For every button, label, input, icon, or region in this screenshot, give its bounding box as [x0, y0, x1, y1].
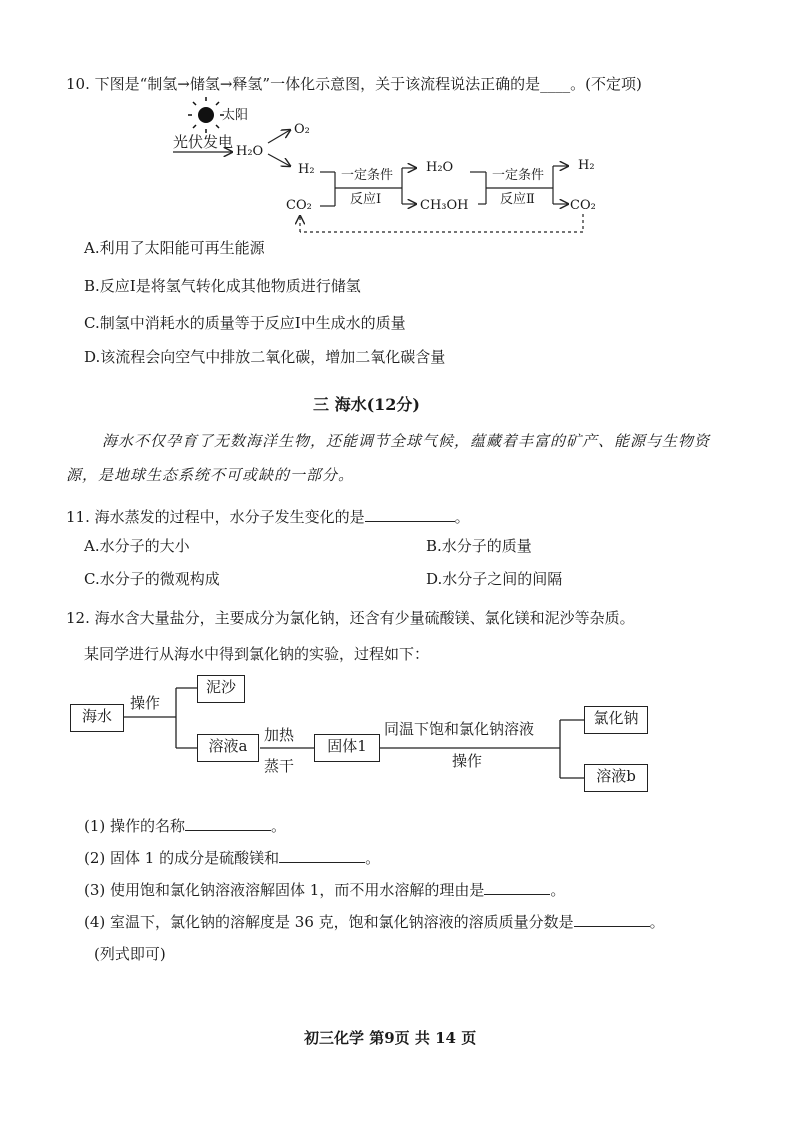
- sun-label: 太阳: [222, 108, 249, 123]
- q10-option-b: B.反应Ⅰ是将氢气转化成其他物质进行储氢: [84, 277, 361, 295]
- q10-option-d: D.该流程会向空气中排放二氧化碳，增加二氧化碳含量: [84, 348, 446, 366]
- q11-stem: [66, 507, 470, 527]
- co2-right: CO₂: [570, 198, 596, 213]
- section-intro-line1: 海水不仅孕育了无数海洋生物，还能调节全球气候，蕴藏着丰富的矿产、能源与生物资: [102, 432, 711, 450]
- sun-icon: [188, 97, 224, 133]
- q12-sub4: [84, 912, 665, 932]
- q10-stem: 10. 下图是“制氢→储氢→释氢”一体化示意图，关于该流程说法正确的是____。(不定项): [66, 75, 642, 93]
- react2-label: 反应Ⅱ: [500, 192, 535, 207]
- h2o-left: H₂O: [236, 144, 264, 159]
- flow-solution-a-box: 溶液a: [197, 734, 259, 762]
- o2-label: O₂: [294, 122, 310, 137]
- q12-sub1-text: (1) 操作的名称: [84, 817, 186, 835]
- react1-label: 反应Ⅰ: [350, 192, 382, 207]
- q12-sub4-blank[interactable]: [574, 912, 650, 927]
- q11-answer-blank[interactable]: [365, 507, 455, 522]
- q12-stem-line1: 12. 海水含大量盐分，主要成分为氯化钠，还含有少量硫酸镁、氯化镁和泥沙等杂质。: [66, 609, 635, 627]
- ch3oh-label: CH₃OH: [420, 198, 469, 213]
- q12-sub4-text: (4) 室温下，氯化钠的溶解度是 36 克，饱和氯化钠溶液的溶质质量分数是: [84, 913, 574, 931]
- flow-solution-b-box: 溶液b: [584, 764, 648, 792]
- q10-option-a: A.利用了太阳能可再生能源: [84, 239, 265, 257]
- cond2-label: 一定条件: [492, 168, 545, 183]
- q12-stem-line2: 某同学进行从海水中得到氯化钠的实验，过程如下：: [84, 645, 430, 663]
- flow-evap-label: 蒸干: [264, 757, 295, 775]
- q12-sub4-end: 。: [649, 913, 665, 931]
- q12-sub1-end: 。: [271, 817, 287, 835]
- flow-solid1-box: 固体1: [314, 734, 380, 762]
- section-heading: 三 海水(12分): [313, 395, 420, 414]
- q10-option-c: C.制氢中消耗水的质量等于反应Ⅰ中生成水的质量: [84, 314, 406, 332]
- flow-op2-label: 操作: [452, 752, 483, 770]
- pv-label: 光伏发电: [173, 133, 234, 151]
- section-intro-line2: 源，是地球生态系统不可或缺的一部分。: [66, 466, 355, 484]
- q12-sub2: [84, 848, 380, 868]
- q12-sub2-end: 。: [365, 849, 381, 867]
- q12-note: (列式即可): [94, 945, 166, 963]
- flow-seawater-box: 海水: [70, 704, 124, 732]
- q11-option-c: C.水分子的微观构成: [84, 570, 220, 588]
- flow-sand-box: 泥沙: [197, 675, 245, 703]
- flow-nacl-box: 氯化钠: [584, 706, 648, 734]
- q12-sub3: [84, 880, 565, 900]
- co2-left: CO₂: [286, 198, 312, 213]
- cond1-label: 一定条件: [341, 168, 394, 183]
- q12-sub3-text: (3) 使用饱和氯化钠溶液溶解固体 1，而不用水溶解的理由是: [84, 881, 485, 899]
- flow-heat-label: 加热: [264, 726, 295, 744]
- q11-stem-text: 11. 海水蒸发的过程中，水分子发生变化的是: [66, 508, 365, 526]
- q12-sub1: [84, 816, 286, 836]
- q12-sub3-blank[interactable]: [484, 880, 550, 895]
- q12-sub1-blank[interactable]: [185, 816, 271, 831]
- q12-sub2-blank[interactable]: [279, 848, 365, 863]
- q12-sub2-text: (2) 固体 1 的成分是硫酸镁和: [84, 849, 280, 867]
- q11-option-d: D.水分子之间的间隔: [426, 570, 563, 588]
- q11-option-b: B.水分子的质量: [426, 537, 532, 555]
- page-footer: 初三化学 第9页 共 14 页: [304, 1029, 477, 1047]
- q11-option-a: A.水分子的大小: [84, 537, 190, 555]
- h2o-mid: H₂O: [426, 160, 454, 175]
- h2-left: H₂: [298, 162, 315, 177]
- q12-sub3-end: 。: [550, 881, 566, 899]
- h2-right: H₂: [578, 158, 595, 173]
- flow-sat-sol-label: 同温下饱和氯化钠溶液: [384, 720, 535, 738]
- q11-stem-end: 。: [454, 508, 470, 526]
- flow-op1-label: 操作: [130, 694, 161, 712]
